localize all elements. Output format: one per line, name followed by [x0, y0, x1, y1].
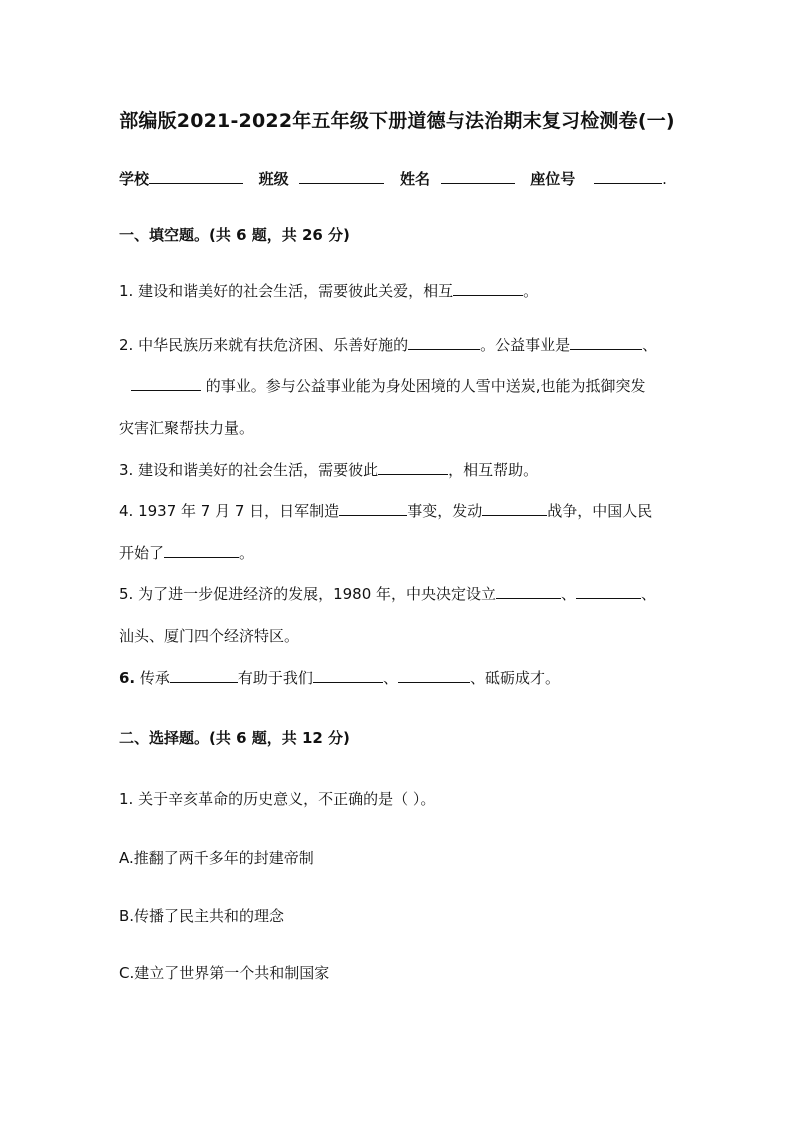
- section1-heading: 一、填空题。(共 6 题，共 26 分): [119, 226, 350, 244]
- s1q2-text-d: 的事业。参与公益事业能为身处困境的人雪中送炭,也能为抵御突发: [201, 377, 646, 395]
- s1-question-2: [119, 334, 657, 355]
- s1q2-text-a: 2. 中华民族历来就有扶危济困、乐善好施的: [119, 336, 409, 354]
- s1q5-text-c: 、: [641, 585, 657, 603]
- s1q2-blank-2[interactable]: [570, 335, 642, 350]
- s1q4-text-d: 开始了: [119, 544, 165, 562]
- page-title: 部编版2021-2022年五年级下册道德与法治期末复习检测卷(一): [119, 110, 675, 132]
- s2q1-option-c[interactable]: C.建立了世界第一个共和制国家: [119, 964, 330, 982]
- s1q3-end: ，相互帮助。: [448, 461, 539, 479]
- section2-heading: 二、选择题。(共 6 题，共 12 分): [119, 729, 350, 747]
- s1-question-6: [119, 667, 560, 688]
- s1q5-blank-2[interactable]: [576, 584, 641, 599]
- name-label: 姓名: [399, 170, 430, 188]
- s1-question-2-end: 灾害汇聚帮扶力量。: [119, 419, 255, 437]
- class-label: 班级: [258, 170, 289, 188]
- s1q4-text-b: 事变，发动: [407, 502, 483, 520]
- s1q4-text-a: 4. 1937 年 7 月 7 日，日军制造: [119, 502, 340, 520]
- s1q2-text-b: 。公益事业是: [480, 336, 571, 354]
- s1-question-4: [119, 500, 652, 521]
- s1q4-blank-1[interactable]: [339, 501, 407, 516]
- s1-question-2-cont: [119, 375, 646, 396]
- s1q2-blank-3[interactable]: [131, 376, 201, 391]
- s1q6-blank-1[interactable]: [170, 668, 238, 683]
- class-blank[interactable]: [299, 169, 384, 184]
- s1q6-text-d: 、砥砺成才。: [469, 669, 560, 687]
- s1q5-blank-1[interactable]: [496, 584, 561, 599]
- s1q2-blank-1[interactable]: [408, 335, 480, 350]
- student-info-line: [119, 168, 667, 189]
- s1-question-5-cont: 汕头、厦门四个经济特区。: [119, 627, 300, 645]
- info-end-mark: .: [662, 170, 667, 188]
- school-label: 学校: [119, 170, 150, 188]
- s2q1-option-a[interactable]: A.推翻了两千多年的封建帝制: [119, 849, 314, 867]
- s1q4-blank-2[interactable]: [482, 501, 547, 516]
- s1-question-1: [119, 280, 538, 301]
- s1q2-text-c: 、: [642, 336, 658, 354]
- s1q4-text-e: 。: [239, 544, 255, 562]
- s1q6-blank-3[interactable]: [398, 668, 470, 683]
- name-blank[interactable]: [441, 169, 515, 184]
- s1-question-3: [119, 459, 538, 480]
- s1q1-end: 。: [523, 282, 539, 300]
- s1q6-blank-2[interactable]: [313, 668, 383, 683]
- s1q1-text: 1. 建设和谐美好的社会生活，需要彼此关爱，相互: [119, 282, 454, 300]
- s1q1-blank[interactable]: [453, 281, 523, 296]
- s1-question-4-cont: [119, 542, 254, 563]
- s1q4-text-c: 战争，中国人民: [547, 502, 653, 520]
- s2-question-1-stem: 1. 关于辛亥革命的历史意义，不正确的是（ ）。: [119, 790, 436, 808]
- s1q3-blank[interactable]: [378, 460, 448, 475]
- seat-blank[interactable]: [594, 169, 662, 184]
- school-blank[interactable]: [149, 169, 243, 184]
- s1q6-text-a: 传承: [135, 669, 170, 687]
- s1q6-number: 6.: [119, 669, 136, 687]
- s1q3-text: 3. 建设和谐美好的社会生活，需要彼此: [119, 461, 379, 479]
- seat-label: 座位号: [530, 170, 576, 188]
- s1q4-blank-3[interactable]: [164, 543, 239, 558]
- s1q6-text-c: 、: [382, 669, 398, 687]
- s1q5-text-b: 、: [561, 585, 577, 603]
- s1-question-5: [119, 583, 656, 604]
- s2q1-option-b[interactable]: B.传播了民主共和的理念: [119, 907, 285, 925]
- s1q5-text-a: 5. 为了进一步促进经济的发展，1980 年，中央决定设立: [119, 585, 497, 603]
- s1q6-text-b: 有助于我们: [237, 669, 313, 687]
